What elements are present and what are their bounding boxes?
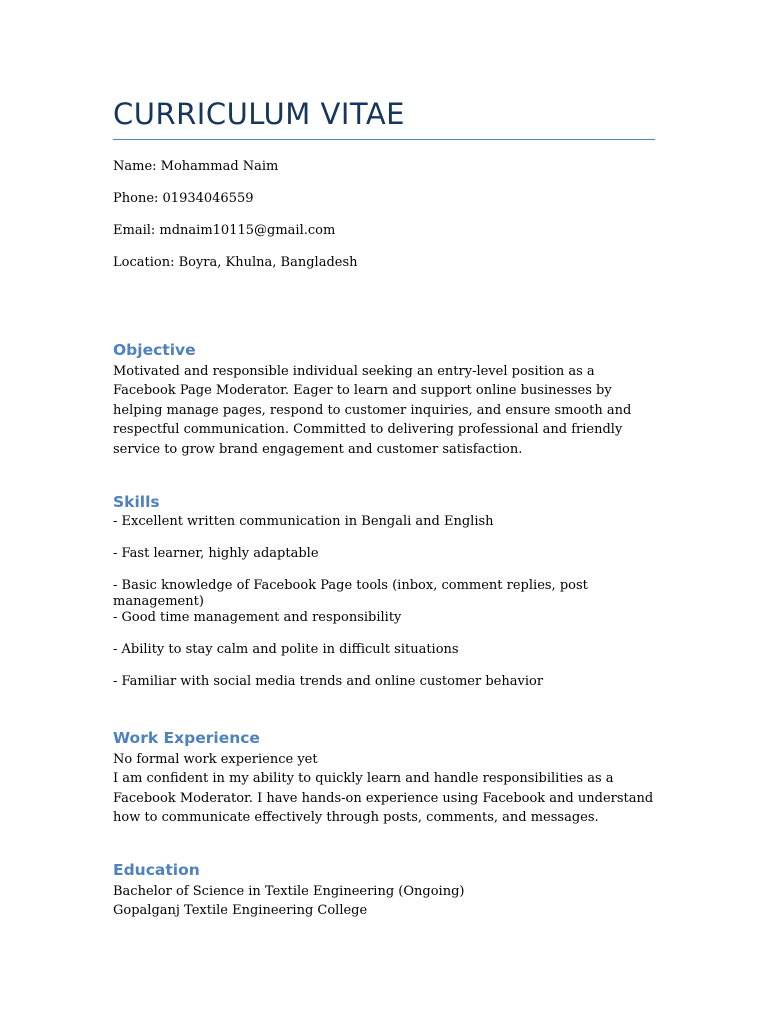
document-title: CURRICULUM VITAE (113, 97, 405, 131)
skills-section (113, 492, 658, 706)
title-divider (113, 139, 655, 140)
objective-text: Motivated and responsible individual seeking an entry-level position as a Facebook Page Moderator. Eager to learn and support online businesses by helping manage pages, respond to customer inquiries, and ensure smooth and respectful communication. Committed to delivering professional and friendly service to grow brand engagement and customer satisfaction. (113, 364, 632, 457)
contact-phone: Phone: 01934046559 (113, 191, 254, 206)
skill-item: - Excellent written communication in Bengali and English (113, 514, 494, 529)
skill-item: - Familiar with social media trends and online customer behavior (113, 674, 544, 689)
education-degree: Bachelor of Science in Textile Engineering (Ongoing) (113, 884, 465, 899)
skills-heading: Skills (113, 493, 160, 511)
objective-heading: Objective (113, 341, 196, 359)
contact-info (113, 159, 358, 287)
work-experience-status: No formal work experience yet (113, 752, 318, 767)
work-experience-section (113, 728, 658, 828)
work-experience-text: I am confident in my ability to quickly learn and handle responsibilities as a Facebook Moderator. I have hands-on experience using Facebook and understand how to communicate effectively through posts, comments, and messages. (113, 771, 654, 826)
skill-item: - Basic knowledge of Facebook Page tools (inbox, comment replies, post management) (113, 578, 588, 609)
education-heading: Education (113, 861, 200, 879)
contact-location: Location: Boyra, Khulna, Bangladesh (113, 255, 358, 270)
education-institution: Gopalganj Textile Engineering College (113, 903, 368, 919)
contact-name: Name: Mohammad Naim (113, 159, 279, 174)
work-experience-heading: Work Experience (113, 729, 260, 747)
objective-section (113, 340, 658, 459)
skill-item: - Ability to stay calm and polite in difficult situations (113, 642, 459, 657)
skills-list (113, 514, 658, 706)
contact-email: Email: mdnaim10115@gmail.com (113, 223, 336, 238)
skill-item: - Fast learner, highly adaptable (113, 546, 319, 561)
skill-item: - Good time management and responsibility (113, 610, 402, 625)
education-section (113, 860, 658, 921)
